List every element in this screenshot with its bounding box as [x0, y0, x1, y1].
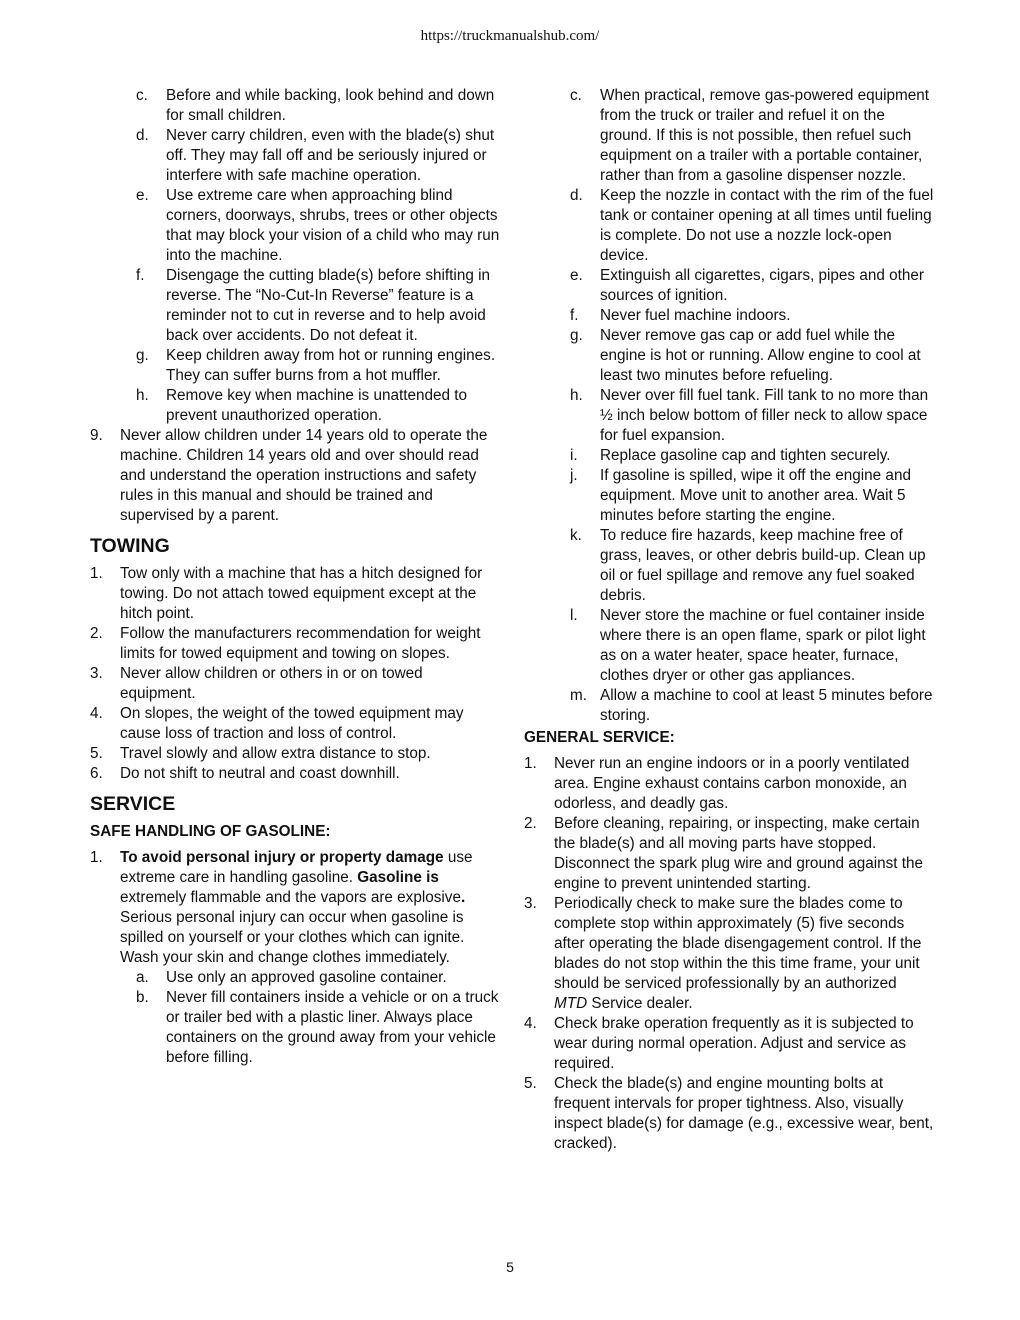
list-item: 2. Before cleaning, repairing, or inspecting, make certain the blade(s) and all moving parts have stopped. Disconnect the spark plug wire and ground against the engine to prevent unintended starting. — [524, 815, 924, 892]
list-item: 1. Tow only with a machine that has a hitch designed for towing. Do not attach towed equipment except at the hitch point. — [90, 565, 483, 622]
list-item: 4. On slopes, the weight of the towed equipment may cause loss of traction and loss of control. — [90, 705, 464, 742]
list-item: e. Extinguish all cigarettes, cigars, pipes and other sources of ignition. — [570, 267, 924, 304]
gasoline-sublist-continued — [524, 86, 934, 726]
child-safety-sublist — [90, 86, 500, 426]
gasoline-item-1: 1. To avoid personal injury or property damage use extreme care in handling gasoline. Gasoline is extremely flammable and the vapors are explosive. Serious personal injury can occur when gasoline is spilled on yourself or your clothes which can ignite. Wash your skin and change clothes immediately. — [90, 849, 473, 966]
list-item: 5. Travel slowly and allow extra distance to stop. — [90, 745, 431, 762]
list-item: m. Allow a machine to cool at least 5 minutes before storing. — [570, 687, 933, 724]
list-item: 6. Do not shift to neutral and coast downhill. — [90, 765, 400, 782]
right-column — [524, 86, 934, 1154]
list-item: e. Use extreme care when approaching blind corners, doorways, shrubs, trees or other objects that may block your vision of a child who may run into the machine. — [136, 187, 500, 264]
list-item: g. Never remove gas cap or add fuel while the engine is hot or running. Allow engine to cool at least two minutes before refueling. — [570, 327, 921, 384]
list-item: f. Never fuel machine indoors. — [570, 307, 791, 324]
list-item: i. Replace gasoline cap and tighten securely. — [570, 447, 891, 464]
list-item: h. Never over fill fuel tank. Fill tank to no more than ½ inch below bottom of filler neck to allow space for fuel expansion. — [570, 387, 929, 444]
source-url: https://truckmanualshub.com/ — [420, 28, 600, 44]
list-item: f. Disengage the cutting blade(s) before shifting in reverse. The “No-Cut-In Reverse” feature is a reminder not to cut in reverse and to help avoid back over accidents. Do not defeat it. — [136, 267, 490, 344]
towing-list — [90, 564, 500, 784]
list-item: 1. Never run an engine indoors or in a poorly ventilated area. Engine exhaust contains carbon monoxide, an odorless, and deadly gas. — [524, 755, 910, 812]
list-item: g. Keep children away from hot or running engines. They can suffer burns from a hot muffler. — [136, 347, 496, 384]
general-service-heading: GENERAL SERVICE: — [524, 729, 675, 746]
left-column — [90, 86, 500, 1068]
page-number: 5 — [506, 1259, 514, 1275]
general-service-list — [524, 754, 934, 1154]
list-item: 3. Never allow children or others in or on towed equipment. — [90, 665, 423, 702]
list-item: d. Never carry children, even with the blade(s) shut off. They may fall off and be seriously injured or interfere with safe machine operation. — [136, 127, 495, 184]
list-item: 5. Check the blade(s) and engine mounting bolts at frequent intervals for proper tightness. Also, visually inspect blade(s) for damage (e.g., excessive wear, bent, cracked). — [524, 1075, 934, 1152]
gasoline-sublist — [90, 968, 500, 1068]
list-item: 3. Periodically check to make sure the blades come to complete stop within approximately (5) five seconds after operating the blade disengagement control. If the blades do not stop within the this time frame, your unit should be serviced professionally by an authorized MTD Service dealer. — [524, 895, 922, 1012]
list-item: 2. Follow the manufacturers recommendation for weight limits for towed equipment and towing on slopes. — [90, 625, 481, 662]
list-item: 4. Check brake operation frequently as it is subjected to wear during normal operation. Adjust and service as required. — [524, 1015, 914, 1072]
list-item: l. Never store the machine or fuel container inside where there is an open flame, spark or pilot light as on a water heater, space heater, furnace, clothes dryer or other gas appliances. — [570, 607, 926, 684]
list-item-9: 9. Never allow children under 14 years old to operate the machine. Children 14 years old and over should read and understand the operation instructions and safety rules in this manual and should be trained and supervised by a parent. — [90, 427, 488, 524]
list-item: c. Before and while backing, look behind and down for small children. — [136, 87, 495, 124]
safe-handling-heading: SAFE HANDLING OF GASOLINE: — [90, 823, 331, 840]
towing-heading: TOWING — [90, 535, 170, 557]
list-item: a. Use only an approved gasoline container. — [136, 969, 447, 986]
list-item: h. Remove key when machine is unattended to prevent unauthorized operation. — [136, 387, 468, 424]
list-item: j. If gasoline is spilled, wipe it off the engine and equipment. Move unit to another area. Wait 5 minutes before starting the engine. — [570, 467, 911, 524]
list-item: c. When practical, remove gas-powered equipment from the truck or trailer and refuel it on the ground. If this is not possible, then refuel such equipment on a trailer with a portable container, rather than from a gasoline dispenser nozzle. — [570, 87, 930, 184]
list-item: k. To reduce fire hazards, keep machine free of grass, leaves, or other debris build-up. Clean up oil or fuel spillage and remove any fuel soaked debris. — [570, 527, 926, 604]
service-heading: SERVICE — [90, 793, 176, 815]
list-item: b. Never fill containers inside a vehicle or on a truck or trailer bed with a plastic liner. Always place containers on the ground away from your vehicle before filling. — [136, 989, 499, 1066]
list-item: d. Keep the nozzle in contact with the rim of the fuel tank or container opening at all times until fueling is complete. Do not use a nozzle lock-open device. — [570, 187, 934, 264]
